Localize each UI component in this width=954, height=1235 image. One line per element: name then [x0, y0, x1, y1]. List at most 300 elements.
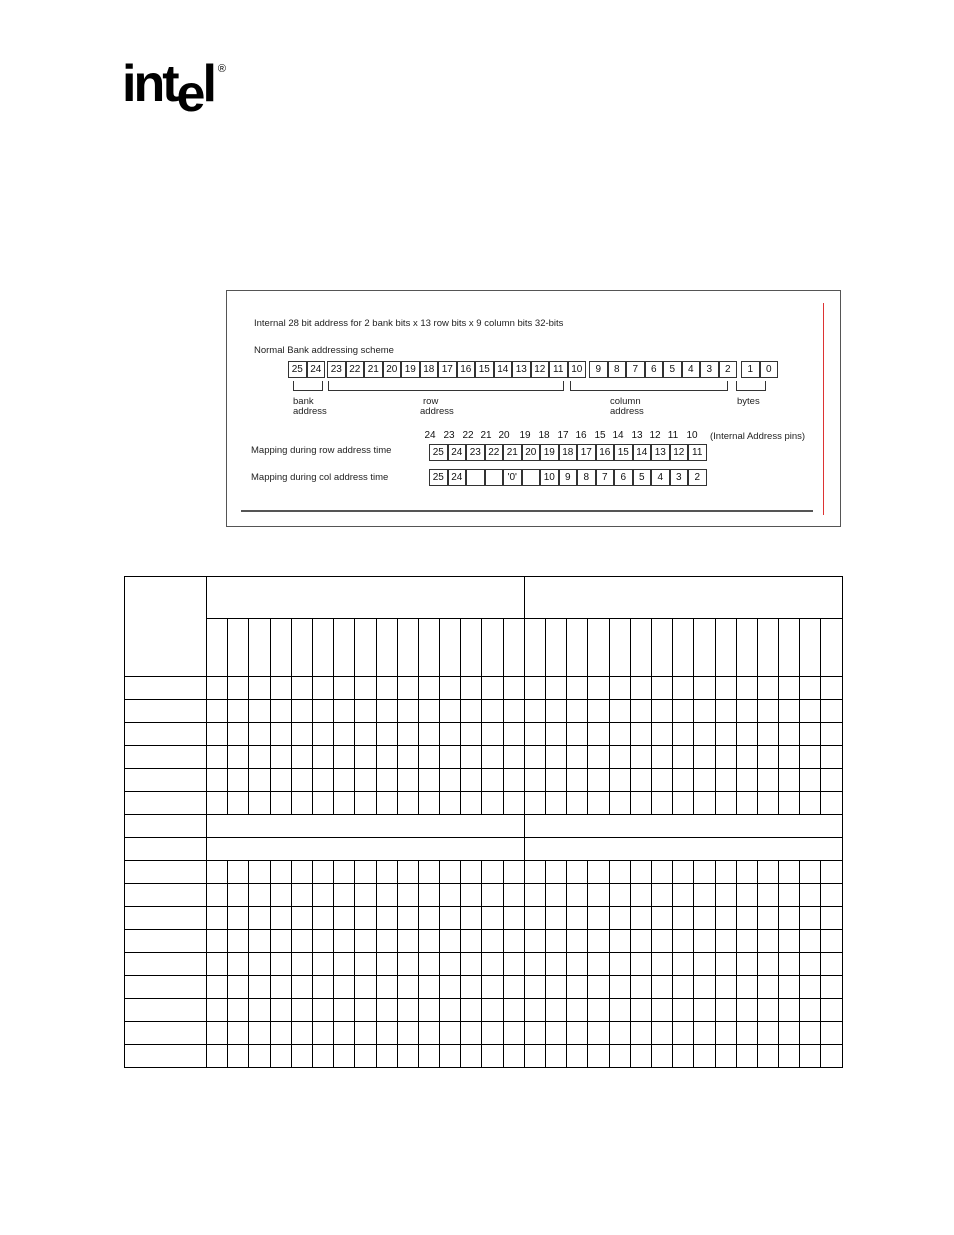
- grid-cell: [673, 976, 694, 999]
- grid-cell: [588, 861, 609, 884]
- grid-cell: [757, 677, 778, 700]
- grid-cell: [249, 953, 270, 976]
- col-mapping-cell: 3: [670, 469, 689, 486]
- grid-bit-header: [609, 619, 630, 677]
- grid-bit-header: [524, 619, 545, 677]
- grid-cell: [736, 953, 757, 976]
- grid-cell: [630, 1045, 651, 1068]
- grid-cell: [312, 723, 333, 746]
- grid-cell: [821, 930, 843, 953]
- grid-bit-header: [249, 619, 270, 677]
- grid-cell: [821, 976, 843, 999]
- grid-cell: [397, 1022, 418, 1045]
- col-mapping-cell: 6: [614, 469, 633, 486]
- normal-bit-cell: 13: [512, 361, 531, 378]
- grid-bit-header: [567, 619, 588, 677]
- grid-cell: [207, 907, 228, 930]
- grid-cell: [249, 792, 270, 815]
- row-mapping-cell: 12: [670, 444, 689, 461]
- grid-bit-header: [482, 619, 503, 677]
- grid-cell: [524, 953, 545, 976]
- grid-cell: [800, 1022, 821, 1045]
- grid-cell: [312, 700, 333, 723]
- grid-cell: [800, 953, 821, 976]
- grid-cell: [567, 1045, 588, 1068]
- grid-cell: [397, 1045, 418, 1068]
- grid-cell: [376, 884, 397, 907]
- row-mapping-cell: 16: [596, 444, 615, 461]
- grid-cell: [440, 976, 461, 999]
- grid-cell: [312, 976, 333, 999]
- pin-number: 21: [480, 430, 492, 441]
- group-label-line1: bank: [293, 396, 314, 407]
- grid-cell: [418, 769, 439, 792]
- normal-bit-cell: 1: [741, 361, 760, 378]
- normal-bit-cell: 0: [760, 361, 779, 378]
- grid-cell: [779, 884, 800, 907]
- grid-cell: [546, 861, 567, 884]
- grid-cell: [312, 1022, 333, 1045]
- grid-row-label: [125, 999, 207, 1022]
- grid-cell: [673, 769, 694, 792]
- grid-cell: [524, 884, 545, 907]
- grid-cell: [821, 953, 843, 976]
- grid-bit-header: [800, 619, 821, 677]
- grid-cell: [715, 1045, 736, 1068]
- pin-number: 24: [424, 430, 436, 441]
- grid-cell: [757, 700, 778, 723]
- grid-cell: [376, 769, 397, 792]
- grid-cell: [673, 677, 694, 700]
- grid-bit-header: [334, 619, 355, 677]
- row-mapping-cell: 25: [429, 444, 448, 461]
- grid-cell: [524, 792, 545, 815]
- row-mapping-cell: 24: [448, 444, 467, 461]
- grid-cell: [651, 861, 672, 884]
- grid-cell: [418, 999, 439, 1022]
- grid-cell: [715, 907, 736, 930]
- grid-cell: [440, 723, 461, 746]
- grid-cell: [503, 677, 524, 700]
- grid-cell: [207, 930, 228, 953]
- grid-cell: [630, 723, 651, 746]
- grid-cell: [609, 1045, 630, 1068]
- grid-cell: [736, 999, 757, 1022]
- grid-cell: [651, 976, 672, 999]
- grid-cell: [736, 700, 757, 723]
- grid-cell: [503, 746, 524, 769]
- grid-cell: [461, 769, 482, 792]
- grid-cell: [609, 861, 630, 884]
- grid-cell: [630, 746, 651, 769]
- grid-cell: [503, 1022, 524, 1045]
- grid-cell: [651, 677, 672, 700]
- grid-cell: [694, 930, 715, 953]
- grid-cell: [376, 792, 397, 815]
- grid-cell: [715, 1022, 736, 1045]
- grid-cell: [418, 746, 439, 769]
- grid-cell: [503, 1045, 524, 1068]
- grid-cell: [461, 1045, 482, 1068]
- grid-cell: [249, 976, 270, 999]
- grid-cell: [651, 792, 672, 815]
- grid-cell: [567, 884, 588, 907]
- bit-grid-table: [124, 576, 843, 1068]
- grid-cell: [461, 792, 482, 815]
- grid-cell: [694, 723, 715, 746]
- pin-number: 11: [667, 430, 679, 441]
- grid-cell: [397, 769, 418, 792]
- grid-cell: [694, 792, 715, 815]
- grid-cell: [440, 677, 461, 700]
- group-label-line1: row: [423, 396, 439, 407]
- grid-cell: [461, 930, 482, 953]
- grid-cell: [355, 999, 376, 1022]
- grid-cell: [779, 769, 800, 792]
- grid-cell: [630, 1022, 651, 1045]
- grid-cell: [355, 746, 376, 769]
- grid-cell: [546, 907, 567, 930]
- grid-cell: [609, 1022, 630, 1045]
- pin-number: 20: [498, 430, 510, 441]
- grid-cell: [440, 999, 461, 1022]
- grid-cell: [249, 1022, 270, 1045]
- grid-cell: [461, 723, 482, 746]
- grid-cell: [588, 953, 609, 976]
- grid-cell: [249, 677, 270, 700]
- pin-number: 17: [557, 430, 569, 441]
- normal-bit-cell: 5: [663, 361, 682, 378]
- col-mapping-cell: [522, 469, 541, 486]
- grid-cell: [376, 976, 397, 999]
- grid-cell: [546, 677, 567, 700]
- grid-cell: [291, 677, 312, 700]
- grid-cell: [312, 792, 333, 815]
- grid-cell: [376, 1022, 397, 1045]
- grid-cell: [334, 953, 355, 976]
- row-mapping-cell: 23: [466, 444, 485, 461]
- grid-cell: [482, 792, 503, 815]
- grid-row-label: [125, 677, 207, 700]
- grid-cell: [397, 884, 418, 907]
- grid-cell: [270, 1022, 291, 1045]
- grid-cell: [715, 792, 736, 815]
- normal-bit-cell: 25: [288, 361, 307, 378]
- grid-bit-header: [546, 619, 567, 677]
- grid-cell: [715, 723, 736, 746]
- grid-cell: [673, 792, 694, 815]
- grid-cell: [800, 884, 821, 907]
- grid-cell: [334, 999, 355, 1022]
- pin-number: 14: [612, 430, 624, 441]
- normal-bit-cell: 18: [420, 361, 439, 378]
- grid-cell: [461, 953, 482, 976]
- group-bracket: [736, 381, 766, 391]
- grid-cell: [673, 999, 694, 1022]
- grid-row-label: [125, 976, 207, 999]
- grid-cell: [482, 677, 503, 700]
- grid-row-label: [125, 700, 207, 723]
- grid-cell: [588, 930, 609, 953]
- grid-cell: [609, 700, 630, 723]
- grid-cell: [757, 999, 778, 1022]
- grid-cell: [291, 792, 312, 815]
- grid-cell: [207, 1022, 228, 1045]
- group-label-line1: bytes: [737, 396, 760, 407]
- grid-cell: [482, 723, 503, 746]
- grid-cell: [821, 1022, 843, 1045]
- grid-cell: [355, 677, 376, 700]
- grid-cell: [228, 976, 249, 999]
- grid-cell: [291, 1022, 312, 1045]
- grid-cell: [800, 907, 821, 930]
- grid-cell: [694, 700, 715, 723]
- grid-cell: [588, 700, 609, 723]
- grid-bit-header: [503, 619, 524, 677]
- grid-cell: [821, 677, 843, 700]
- grid-cell: [694, 976, 715, 999]
- grid-bit-header: [270, 619, 291, 677]
- grid-cell: [588, 907, 609, 930]
- grid-cell: [588, 1045, 609, 1068]
- grid-cell: [779, 792, 800, 815]
- grid-cell: [779, 976, 800, 999]
- grid-cell: [651, 884, 672, 907]
- grid-cell: [270, 700, 291, 723]
- grid-cell: [312, 746, 333, 769]
- row-mapping-cell: 18: [559, 444, 578, 461]
- grid-cell: [228, 700, 249, 723]
- col-mapping-cell: 25: [429, 469, 448, 486]
- grid-cell: [757, 930, 778, 953]
- grid-cell: [673, 953, 694, 976]
- grid-cell: [334, 677, 355, 700]
- grid-cell: [821, 907, 843, 930]
- normal-bit-cell: 19: [401, 361, 420, 378]
- grid-span-cell: [207, 815, 525, 838]
- grid-cell: [440, 1022, 461, 1045]
- grid-cell: [397, 861, 418, 884]
- grid-cell: [715, 953, 736, 976]
- grid-cell: [821, 700, 843, 723]
- grid-cell: [440, 930, 461, 953]
- grid-cell: [397, 907, 418, 930]
- grid-row-label: [125, 1045, 207, 1068]
- col-mapping-cell: 24: [448, 469, 467, 486]
- grid-row-label: [125, 907, 207, 930]
- intel-logo: [122, 55, 227, 123]
- grid-cell: [673, 884, 694, 907]
- grid-bit-header: [736, 619, 757, 677]
- normal-bit-cell: 23: [327, 361, 346, 378]
- grid-cell: [291, 1045, 312, 1068]
- grid-cell: [630, 930, 651, 953]
- grid-cell: [334, 884, 355, 907]
- grid-cell: [651, 1022, 672, 1045]
- grid-bit-header: [228, 619, 249, 677]
- grid-cell: [270, 953, 291, 976]
- grid-group-header: [207, 577, 525, 619]
- grid-cell: [694, 907, 715, 930]
- grid-cell: [651, 930, 672, 953]
- grid-cell: [609, 930, 630, 953]
- grid-cell: [673, 700, 694, 723]
- col-mapping-cell: 8: [577, 469, 596, 486]
- grid-cell: [779, 677, 800, 700]
- grid-cell: [694, 1045, 715, 1068]
- grid-cell: [418, 976, 439, 999]
- grid-cell: [757, 884, 778, 907]
- row-mapping-cell: 15: [614, 444, 633, 461]
- grid-cell: [736, 1022, 757, 1045]
- grid-cell: [503, 861, 524, 884]
- grid-cell: [609, 769, 630, 792]
- grid-cell: [715, 769, 736, 792]
- grid-cell: [249, 884, 270, 907]
- grid-cell: [334, 976, 355, 999]
- grid-cell: [588, 746, 609, 769]
- normal-bit-cell: 3: [700, 361, 719, 378]
- grid-cell: [482, 999, 503, 1022]
- grid-cell: [440, 953, 461, 976]
- grid-cell: [715, 976, 736, 999]
- row-mapping-cell: 13: [651, 444, 670, 461]
- grid-cell: [334, 792, 355, 815]
- grid-cell: [694, 884, 715, 907]
- grid-cell: [651, 1045, 672, 1068]
- grid-cell: [461, 677, 482, 700]
- grid-cell: [524, 677, 545, 700]
- grid-cell: [334, 1022, 355, 1045]
- grid-cell: [440, 861, 461, 884]
- grid-cell: [461, 976, 482, 999]
- grid-cell: [376, 861, 397, 884]
- grid-bit-header: [418, 619, 439, 677]
- group-bracket: [293, 381, 323, 391]
- grid-cell: [546, 700, 567, 723]
- normal-bit-cell: 4: [682, 361, 701, 378]
- col-mapping-cell: '0': [503, 469, 522, 486]
- grid-bit-header: [630, 619, 651, 677]
- grid-cell: [418, 677, 439, 700]
- grid-cell: [630, 953, 651, 976]
- grid-cell: [228, 953, 249, 976]
- scheme-label: Normal Bank addressing scheme: [254, 345, 394, 356]
- grid-cell: [503, 769, 524, 792]
- grid-cell: [588, 884, 609, 907]
- grid-cell: [546, 1022, 567, 1045]
- grid-cell: [312, 884, 333, 907]
- grid-cell: [291, 907, 312, 930]
- grid-cell: [588, 792, 609, 815]
- grid-cell: [482, 700, 503, 723]
- grid-cell: [334, 930, 355, 953]
- grid-cell: [397, 976, 418, 999]
- grid-cell: [249, 769, 270, 792]
- col-mapping-cell: 4: [651, 469, 670, 486]
- grid-cell: [334, 700, 355, 723]
- grid-cell: [291, 723, 312, 746]
- grid-cell: [567, 999, 588, 1022]
- group-label-line2: address: [420, 406, 454, 417]
- grid-cell: [567, 1022, 588, 1045]
- pin-number: 13: [631, 430, 643, 441]
- grid-cell: [779, 746, 800, 769]
- grid-cell: [757, 769, 778, 792]
- grid-cell: [207, 1045, 228, 1068]
- grid-cell: [207, 884, 228, 907]
- grid-span-cell: [207, 838, 525, 861]
- normal-bit-cell: 12: [531, 361, 550, 378]
- normal-bit-cell: 16: [457, 361, 476, 378]
- grid-cell: [270, 769, 291, 792]
- grid-cell: [567, 953, 588, 976]
- grid-cell: [440, 769, 461, 792]
- grid-cell: [376, 677, 397, 700]
- grid-cell: [630, 700, 651, 723]
- grid-cell: [651, 746, 672, 769]
- grid-cell: [228, 746, 249, 769]
- grid-cell: [291, 930, 312, 953]
- grid-cell: [546, 884, 567, 907]
- grid-cell: [757, 953, 778, 976]
- grid-cell: [673, 861, 694, 884]
- col-mapping-cell: 2: [688, 469, 707, 486]
- grid-cell: [291, 999, 312, 1022]
- grid-bit-header: [715, 619, 736, 677]
- grid-cell: [418, 953, 439, 976]
- grid-cell: [524, 1022, 545, 1045]
- grid-cell: [228, 723, 249, 746]
- grid-cell: [228, 792, 249, 815]
- pin-number: 19: [519, 430, 531, 441]
- grid-cell: [228, 930, 249, 953]
- grid-cell: [482, 907, 503, 930]
- grid-cell: [546, 792, 567, 815]
- grid-bit-header: [207, 619, 228, 677]
- grid-cell: [588, 999, 609, 1022]
- grid-cell: [440, 907, 461, 930]
- grid-cell: [567, 677, 588, 700]
- grid-cell: [546, 1045, 567, 1068]
- grid-cell: [207, 953, 228, 976]
- pin-number: 22: [462, 430, 474, 441]
- normal-bit-cell: 10: [568, 361, 587, 378]
- grid-bit-header: [694, 619, 715, 677]
- grid-cell: [736, 746, 757, 769]
- grid-cell: [270, 861, 291, 884]
- grid-cell: [418, 1045, 439, 1068]
- grid-cell: [546, 953, 567, 976]
- grid-cell: [461, 861, 482, 884]
- normal-bit-cell: 8: [608, 361, 627, 378]
- grid-cell: [546, 746, 567, 769]
- grid-cell: [779, 723, 800, 746]
- grid-cell: [524, 723, 545, 746]
- grid-cell: [821, 723, 843, 746]
- grid-cell: [228, 861, 249, 884]
- grid-cell: [800, 769, 821, 792]
- grid-cell: [673, 907, 694, 930]
- grid-cell: [334, 1045, 355, 1068]
- grid-cell: [376, 907, 397, 930]
- grid-cell: [207, 677, 228, 700]
- grid-cell: [461, 746, 482, 769]
- grid-cell: [800, 930, 821, 953]
- grid-cell: [800, 999, 821, 1022]
- grid-cell: [609, 976, 630, 999]
- grid-cell: [376, 999, 397, 1022]
